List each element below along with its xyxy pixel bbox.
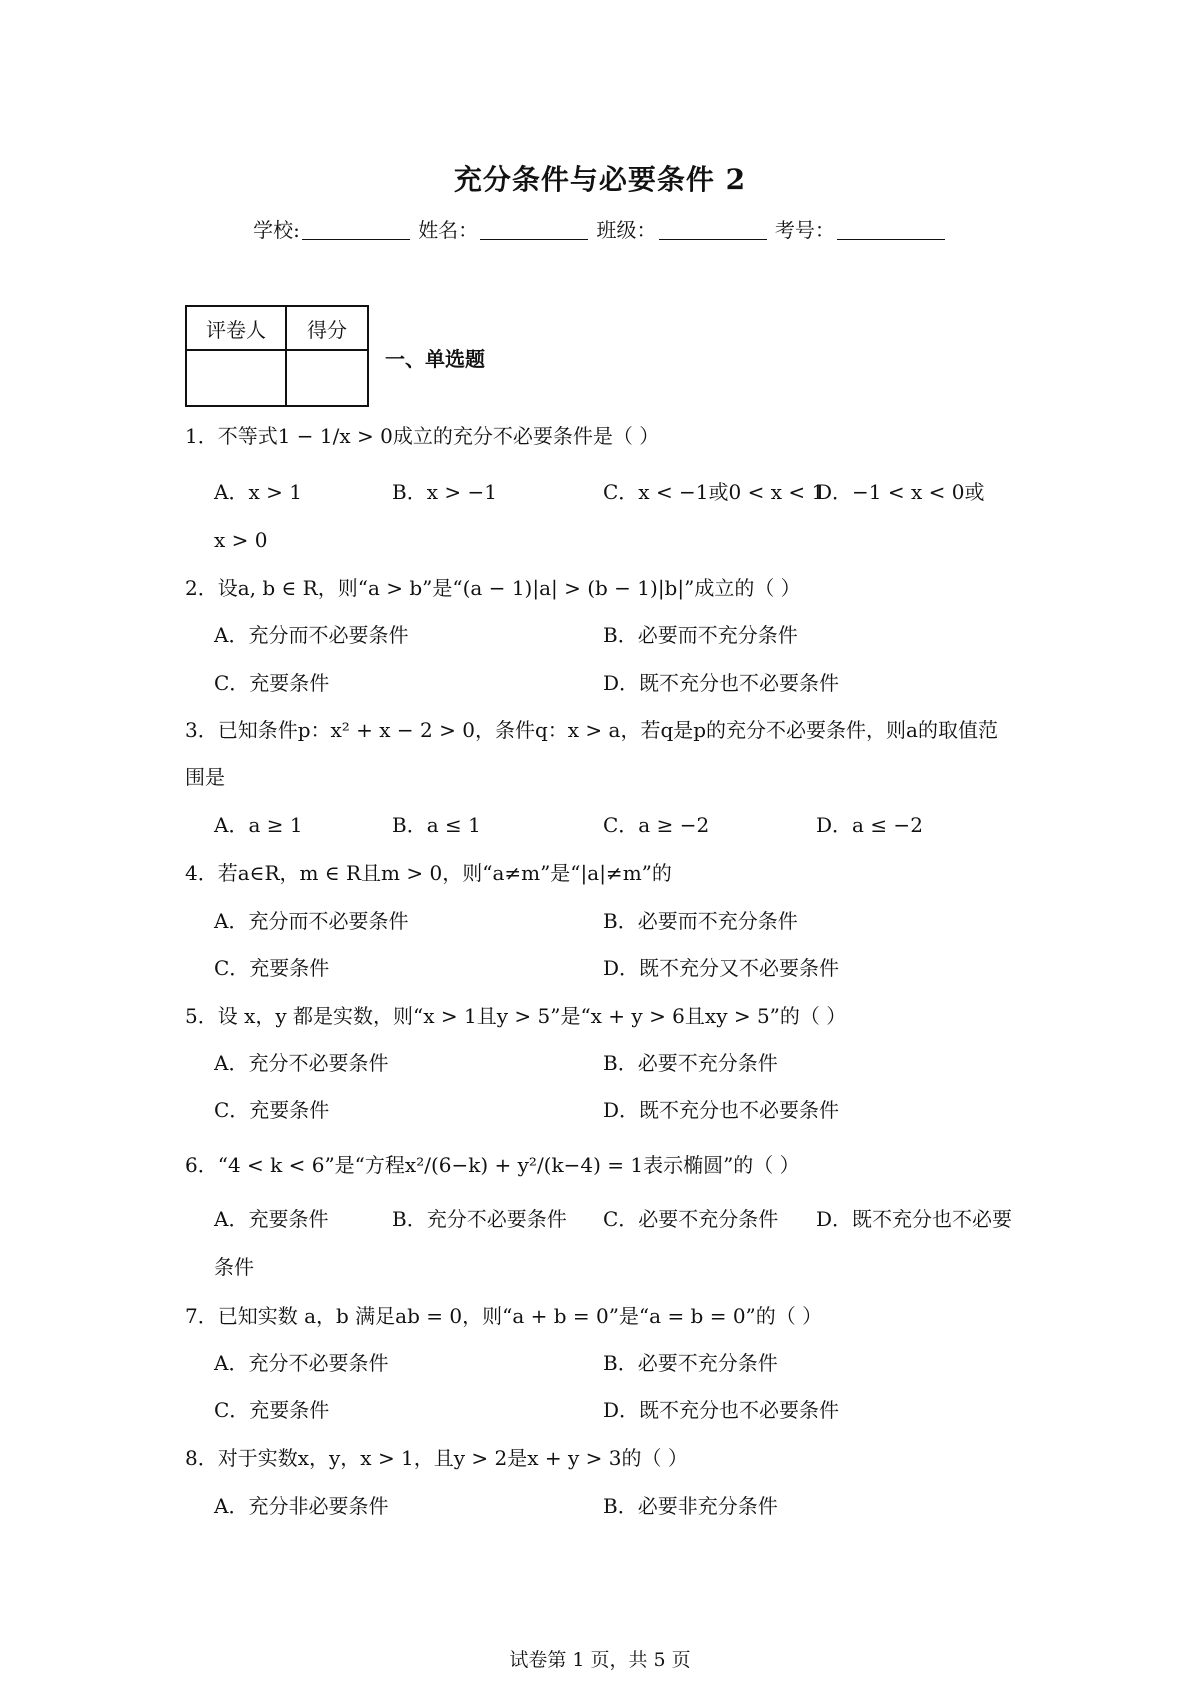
grader-header: 评卷人 bbox=[186, 306, 286, 350]
question-3-option-b: B．a ≤ 1 bbox=[392, 813, 481, 837]
question-4-option-d: D．既不充分又不必要条件 bbox=[603, 956, 840, 980]
score-header: 得分 bbox=[286, 306, 368, 350]
question-5-option-d: D．既不充分也不必要条件 bbox=[603, 1098, 840, 1122]
question-2-option-b: B．必要而不充分条件 bbox=[603, 623, 798, 647]
question-4-option-c: C．充要条件 bbox=[214, 956, 330, 980]
school-blank bbox=[302, 219, 410, 240]
question-6-option-b: B．充分不必要条件 bbox=[392, 1207, 567, 1231]
question-3-stem: 3．已知条件p：x² + x − 2 > 0，条件q：x > a，若q是p的充分不必要条件，则a的取值范 bbox=[185, 718, 998, 742]
question-4-option-b: B．必要而不充分条件 bbox=[603, 909, 798, 933]
question-3-stem-cont: 围是 bbox=[185, 765, 225, 789]
question-8-option-b: B．必要非充分条件 bbox=[603, 1494, 778, 1518]
school-label: 学校: bbox=[253, 218, 300, 242]
name-label: 姓名： bbox=[418, 218, 479, 242]
page-title: 充分条件与必要条件 2 bbox=[453, 163, 747, 196]
question-7-option-b: B．必要不充分条件 bbox=[603, 1351, 778, 1375]
page-footer: 试卷第 1 页，共 5 页 bbox=[509, 1649, 691, 1671]
question-1-option-a: A．x > 1 bbox=[214, 480, 302, 504]
question-3-option-c: C．a ≥ −2 bbox=[603, 813, 710, 837]
question-2-option-a: A．充分而不必要条件 bbox=[214, 623, 409, 647]
question-4-option-a: A．充分而不必要条件 bbox=[214, 909, 409, 933]
question-7-option-d: D．既不充分也不必要条件 bbox=[603, 1398, 840, 1422]
question-1-option-d: D．−1 < x < 0或 bbox=[816, 480, 985, 504]
class-blank bbox=[659, 219, 767, 240]
question-8-option-a: A．充分非必要条件 bbox=[214, 1494, 389, 1518]
question-4-stem: 4．若a∈R，m ∈ R且m > 0，则“a≠m”是“|a|≠m”的 bbox=[185, 861, 672, 885]
student-info-line bbox=[0, 214, 1200, 243]
question-8-stem: 8．对于实数x，y，x > 1，且y > 2是x + y > 3的（ ） bbox=[185, 1446, 688, 1470]
score-cell bbox=[286, 350, 368, 406]
question-7-option-c: C．充要条件 bbox=[214, 1398, 330, 1422]
question-5-option-a: A．充分不必要条件 bbox=[214, 1051, 389, 1075]
question-6-option-a: A．充要条件 bbox=[214, 1207, 329, 1231]
question-2-option-c: C．充要条件 bbox=[214, 671, 330, 695]
question-3-option-d: D．a ≤ −2 bbox=[816, 813, 923, 837]
question-7-stem: 7．已知实数 a，b 满足ab = 0，则“a + b = 0”是“a = b = 0”的（ ） bbox=[185, 1304, 823, 1328]
exam-no-label: 考号： bbox=[774, 218, 835, 242]
question-7-option-a: A．充分不必要条件 bbox=[214, 1351, 389, 1375]
question-5-stem: 5．设 x，y 都是实数，则“x > 1且y > 5”是“x + y > 6且xy > 5”的（ ） bbox=[185, 1004, 847, 1028]
grader-cell bbox=[186, 350, 286, 406]
question-6-option-d: D．既不充分也不必要 bbox=[816, 1207, 1013, 1231]
question-1-stem: 1．不等式1 − 1/x > 0成立的充分不必要条件是（ ） bbox=[185, 424, 660, 448]
question-2-option-d: D．既不充分也不必要条件 bbox=[603, 671, 840, 695]
question-1-option-b: B．x > −1 bbox=[392, 480, 497, 504]
name-blank bbox=[480, 219, 588, 240]
class-label: 班级： bbox=[596, 218, 657, 242]
question-1-option-d-cont: x > 0 bbox=[214, 528, 268, 552]
question-6-option-d-cont: 条件 bbox=[214, 1255, 254, 1279]
question-2-stem: 2．设a, b ∈ R，则“a > b”是“(a − 1)|a| > (b − 1)|b|”成立的（ ） bbox=[185, 576, 801, 600]
exam-no-blank bbox=[837, 219, 945, 240]
question-3-option-a: A．a ≥ 1 bbox=[214, 813, 303, 837]
question-5-option-b: B．必要不充分条件 bbox=[603, 1051, 778, 1075]
grader-table bbox=[185, 305, 369, 407]
question-6-option-c: C．必要不充分条件 bbox=[603, 1207, 779, 1231]
question-6-stem: 6．“4 < k < 6”是“方程x²/(6−k) + y²/(k−4) = 1表示椭圆”的（ ） bbox=[185, 1153, 800, 1177]
section-title: 一、单选题 bbox=[385, 347, 485, 371]
question-1-option-c: C．x < −1或0 < x < 1 bbox=[603, 480, 825, 504]
question-5-option-c: C．充要条件 bbox=[214, 1098, 330, 1122]
